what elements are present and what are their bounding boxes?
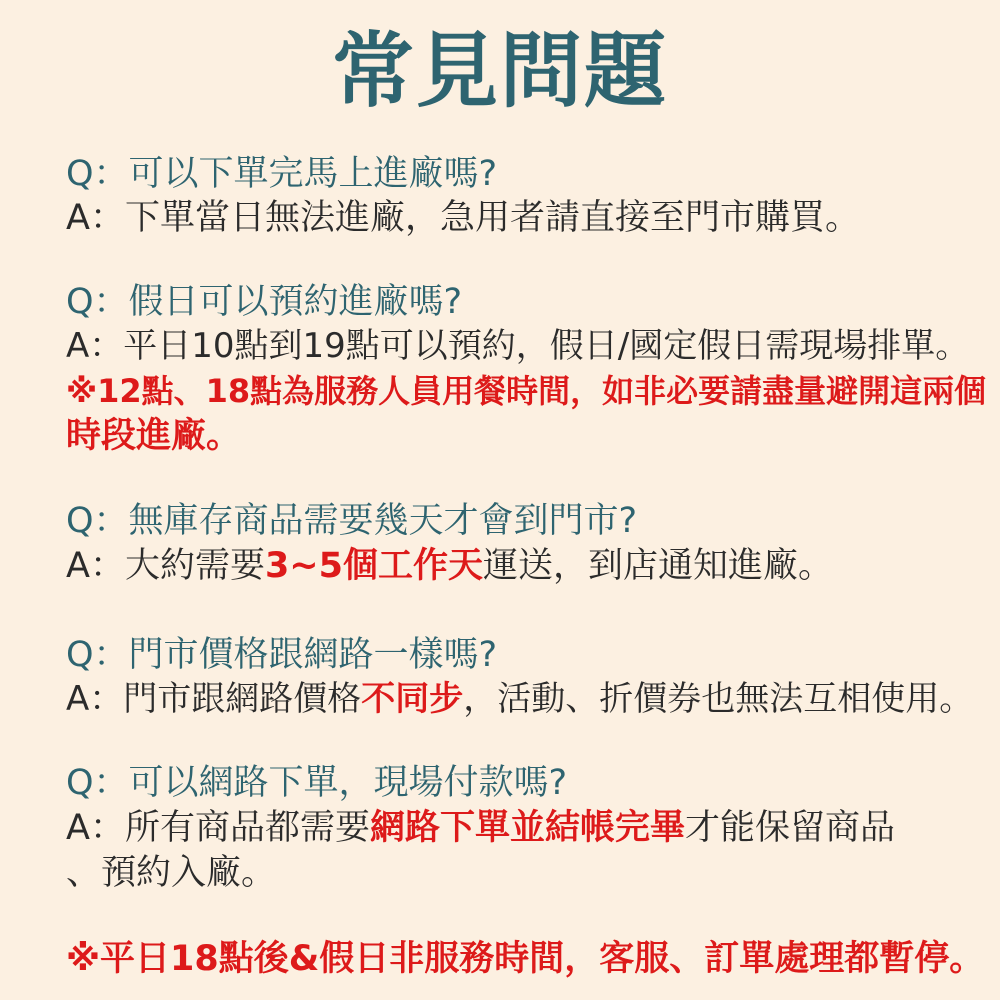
faq-answer-3-post: 運送，到店通知進廠。 [483,546,834,586]
faq-note-2-line1: ※12點、18點為服務人員用餐時間，如非必要請盡量避開這兩個 [66,372,987,410]
faq-answer-5-pre: A：所有商品都需要 [66,808,370,848]
faq-answer-3-highlight: 3~5個工作天 [264,546,483,586]
faq-answer-4-pre: A：門市跟網路價格 [66,679,362,719]
faq-answer-5-highlight: 網路下單並結帳完畢 [369,808,685,848]
faq-answer-5-post: 才能保留商品 [684,808,895,848]
faq-answer-4-highlight: 不同步 [361,679,464,719]
footer-note: ※平日18點後&假日非服務時間，客服、訂單處理都暫停。 [66,939,985,979]
page-title: 常見問題 [331,24,668,119]
faq-question-2: Q：假日可以預約進廠嗎? [66,282,463,322]
faq-answer-4-post: ，活動、折價券也無法互相使用。 [463,679,974,719]
faq-answer-4 [66,677,973,721]
faq-answer-5-line2: 、預約入廠。 [66,853,277,893]
faq-answer-1: A：下單當日無法進廠，急用者請直接至門市購買。 [66,198,860,238]
faq-question-5: Q：可以網路下單，現場付款嗎? [66,763,568,803]
faq-answer-3 [66,544,833,588]
faq-question-4: Q：門市價格跟網路一樣嗎? [66,635,498,675]
faq-answer-5 [66,806,895,850]
faq-question-3: Q：無庫存商品需要幾天才會到門市? [66,501,638,541]
faq-answer-3-pre: A：大約需要 [66,546,265,586]
faq-note-2-line2: 時段進廠。 [66,416,242,456]
faq-question-1: Q：可以下單完馬上進廠嗎? [66,154,498,194]
faq-answer-2: A：平日10點到19點可以預約，假日/國定假日需現場排單。 [66,326,970,366]
